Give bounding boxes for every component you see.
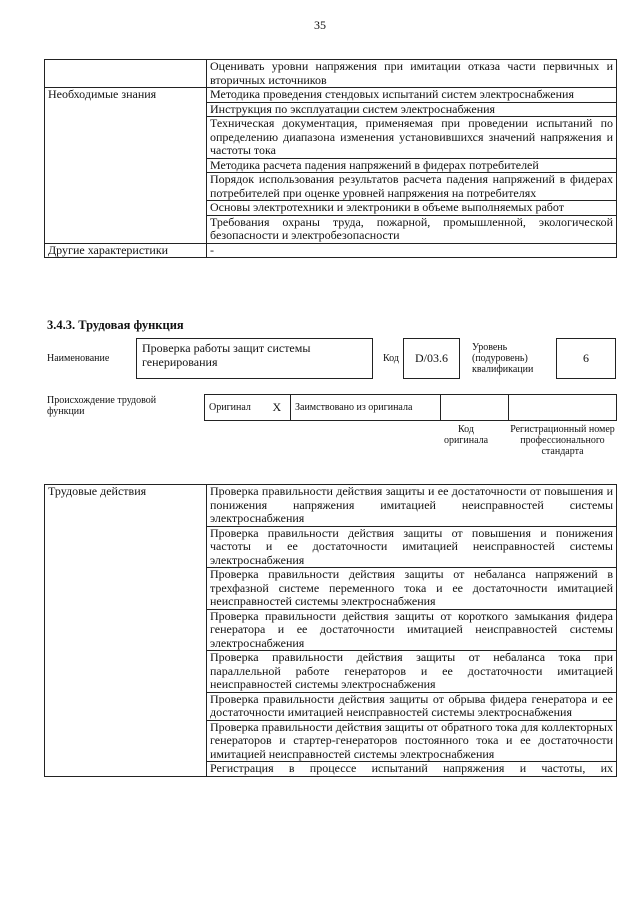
skills-knowledge-table (44, 59, 617, 258)
origin-label: Происхождение трудовой функции (47, 395, 157, 417)
table-row (45, 88, 617, 103)
reg-number-cell (509, 395, 617, 421)
code-label: Код (383, 353, 399, 364)
original-mark: X (269, 395, 291, 421)
borrowed-label: Заимствовано из оригинала (291, 395, 441, 421)
table-cell: Оценивать уровни напряжения при имитации отказа части первичных и вторичных источников (207, 60, 617, 88)
function-name-field: Проверка работы защит системы генерирования (136, 338, 373, 379)
knowledge-item: Порядок использования результатов расчета падения напряжений в фидерах потребителей при оценке уровней напряжения на потребителях (207, 173, 617, 201)
function-code-field: D/03.6 (403, 338, 460, 379)
knowledge-label: Необходимые знания (45, 88, 207, 244)
qualification-level-field: 6 (556, 338, 616, 379)
code-original-cell (441, 395, 509, 421)
labor-action-item: Проверка правильности действия защиты от небаланса напряжений в трехфазной системе переменного тока и ее достаточности имитацией неисправностей системы электроснабжения (207, 568, 617, 610)
other-characteristics-value: - (207, 243, 617, 258)
knowledge-item: Методика расчета падения напряжений в фидерах потребителей (207, 158, 617, 173)
section-title: 3.4.3. Трудовая функция (47, 318, 184, 332)
original-label: Оригинал (205, 395, 269, 421)
labor-action-item: Проверка правильности действия защиты от повышения и понижения частоты и ее достаточности имитацией неисправностей системы электроснабжения (207, 526, 617, 568)
table-row (205, 395, 617, 421)
reg-number-label: Регистрационный номер профессионального стандарта (510, 424, 615, 457)
knowledge-item: Инструкция по эксплуатации систем электроснабжения (207, 102, 617, 117)
knowledge-item: Техническая документация, применяемая при проведении испытаний по определению диапазона изменения установившихся значений напряжения и частоты тока (207, 117, 617, 159)
labor-action-item: Проверка правильности действия защиты от небаланса тока при параллельной работе генераторов и ее достаточности имитацией неисправностей системы электроснабжения (207, 651, 617, 693)
page-number: 35 (314, 18, 326, 32)
labor-action-item: Регистрация в процессе испытаний напряжения и частоты, их (207, 762, 617, 777)
knowledge-item: Требования охраны труда, пожарной, промышленной, экологической безопасности и электробезопасности (207, 215, 617, 243)
knowledge-item: Методика проведения стендовых испытаний систем электроснабжения (207, 88, 617, 103)
labor-actions-table (44, 484, 617, 777)
labor-action-item: Проверка правильности действия защиты от обрыва фидера генератора и ее достаточности имитацией неисправностей системы электроснабжения (207, 692, 617, 720)
knowledge-item: Основы электротехники и электроники в объеме выполняемых работ (207, 201, 617, 216)
labor-action-item: Проверка правильности действия защиты от обратного тока для коллекторных генераторов и стартер-генераторов постоянного тока и ее достаточности имитацией неисправностей системы электроснабжения (207, 720, 617, 762)
table-row (45, 60, 617, 88)
code-original-label: Код оригинала (443, 424, 489, 446)
origin-table (204, 394, 617, 421)
table-row (45, 485, 617, 527)
qualification-level-label: Уровень (подуровень) квалификации (472, 342, 534, 375)
labor-action-item: Проверка правильности действия защиты и ее достаточности от повышения и понижения напряжения имитацией неисправностей системы электроснабжения (207, 485, 617, 527)
name-label: Наименование (47, 353, 110, 364)
table-cell-empty (45, 60, 207, 88)
table-row (45, 243, 617, 258)
labor-action-item: Проверка правильности действия защиты от короткого замыкания фидера генератора и ее достаточности имитацией неисправностей системы электроснабжения (207, 609, 617, 651)
labor-actions-label: Трудовые действия (45, 485, 207, 777)
other-characteristics-label: Другие характеристики (45, 243, 207, 258)
